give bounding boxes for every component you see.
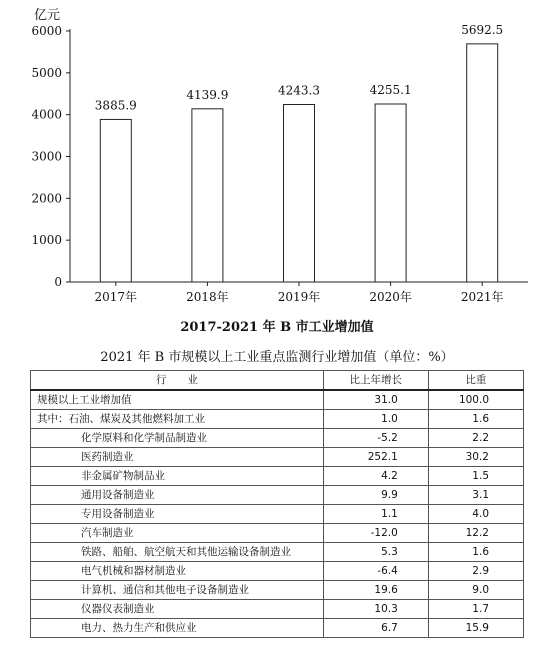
row-share: 9.0 xyxy=(428,581,523,600)
bar xyxy=(284,104,315,282)
row-industry-name: 其中：石油、煤炭及其他燃料加工业 xyxy=(31,410,324,429)
row-share: 4.0 xyxy=(428,505,523,524)
row-share: 100.0 xyxy=(428,390,523,410)
table-row xyxy=(31,410,524,429)
table-row xyxy=(31,581,524,600)
row-growth: 9.9 xyxy=(323,486,428,505)
y-tick-label: 1000 xyxy=(31,233,62,248)
bar-value-label: 5692.5 xyxy=(461,22,504,37)
row-growth: 1.1 xyxy=(323,505,428,524)
x-tick-label: 2018年 xyxy=(186,290,229,304)
row-growth: -12.0 xyxy=(323,524,428,543)
row-industry-name: 专用设备制造业 xyxy=(31,505,324,524)
row-share: 3.1 xyxy=(428,486,523,505)
row-industry-name: 汽车制造业 xyxy=(31,524,324,543)
x-tick-label: 2017年 xyxy=(94,290,138,304)
header-industry: 行 业 xyxy=(31,371,324,391)
bar xyxy=(100,119,131,282)
row-growth: 19.6 xyxy=(323,581,428,600)
bar-value-label: 3885.9 xyxy=(94,98,137,113)
table-title: 2021 年 B 市规模以上工业重点监测行业增加值（单位：%） xyxy=(100,350,454,365)
table-row xyxy=(31,505,524,524)
row-growth: -6.4 xyxy=(323,562,428,581)
table-header-row xyxy=(31,371,524,391)
header-growth: 比上年增长 xyxy=(323,371,428,391)
row-growth: 252.1 xyxy=(323,448,428,467)
row-industry-name: 医药制造业 xyxy=(31,448,324,467)
row-industry-name: 仪器仪表制造业 xyxy=(31,600,324,619)
row-growth: 6.7 xyxy=(323,619,428,638)
x-tick-label: 2021年 xyxy=(460,290,504,304)
table-row xyxy=(31,562,524,581)
bar xyxy=(192,109,223,282)
row-share: 1.5 xyxy=(428,467,523,486)
row-industry-name: 计算机、通信和其他电子设备制造业 xyxy=(31,581,324,600)
row-share: 12.2 xyxy=(428,524,523,543)
row-industry-name: 电力、热力生产和供应业 xyxy=(31,619,324,638)
y-tick-label: 2000 xyxy=(31,191,62,206)
y-axis-label: 亿元 xyxy=(34,8,61,23)
y-tick-label: 6000 xyxy=(31,24,62,38)
row-industry-name: 通用设备制造业 xyxy=(31,486,324,505)
row-industry-name: 电气机械和器材制造业 xyxy=(31,562,324,581)
row-industry-name: 铁路、船舶、航空航天和其他运输设备制造业 xyxy=(31,543,324,562)
table-row xyxy=(31,600,524,619)
row-growth: 10.3 xyxy=(323,600,428,619)
y-tick-label: 0 xyxy=(54,275,62,289)
row-growth: 31.0 xyxy=(323,390,428,410)
table-row xyxy=(31,524,524,543)
table-row xyxy=(31,390,524,410)
y-tick-label: 5000 xyxy=(31,65,62,80)
y-tick-label: 4000 xyxy=(31,107,62,122)
bar-value-label: 4243.3 xyxy=(278,83,320,98)
bar xyxy=(375,104,406,282)
row-growth: 5.3 xyxy=(323,543,428,562)
chart-title: 2017-2021 年 B 市工业增加值 xyxy=(180,320,374,335)
row-share: 2.2 xyxy=(428,429,523,448)
row-share: 30.2 xyxy=(428,448,523,467)
row-growth: 1.0 xyxy=(323,410,428,429)
row-growth: -5.2 xyxy=(323,429,428,448)
table-row xyxy=(31,467,524,486)
bar xyxy=(467,44,498,282)
table-row xyxy=(31,448,524,467)
table-row xyxy=(31,543,524,562)
row-share: 2.9 xyxy=(428,562,523,581)
bar-value-label: 4255.1 xyxy=(369,82,412,97)
table-row xyxy=(31,619,524,638)
bar-value-label: 4139.9 xyxy=(186,87,229,102)
row-share: 1.6 xyxy=(428,543,523,562)
row-industry-name: 化学原料和化学制品制造业 xyxy=(31,429,324,448)
y-tick-label: 3000 xyxy=(31,149,62,164)
x-tick-label: 2019年 xyxy=(277,290,321,304)
row-share: 1.6 xyxy=(428,410,523,429)
row-share: 1.7 xyxy=(428,600,523,619)
table-row xyxy=(31,429,524,448)
industry-table xyxy=(30,370,524,638)
row-industry-name: 规模以上工业增加值 xyxy=(31,390,324,410)
bar-chart xyxy=(0,0,554,312)
row-industry-name: 非金属矿物制品业 xyxy=(31,467,324,486)
x-tick-label: 2020年 xyxy=(369,290,412,304)
row-share: 15.9 xyxy=(428,619,523,638)
row-growth: 4.2 xyxy=(323,467,428,486)
table-row xyxy=(31,486,524,505)
header-share: 比重 xyxy=(428,371,523,391)
